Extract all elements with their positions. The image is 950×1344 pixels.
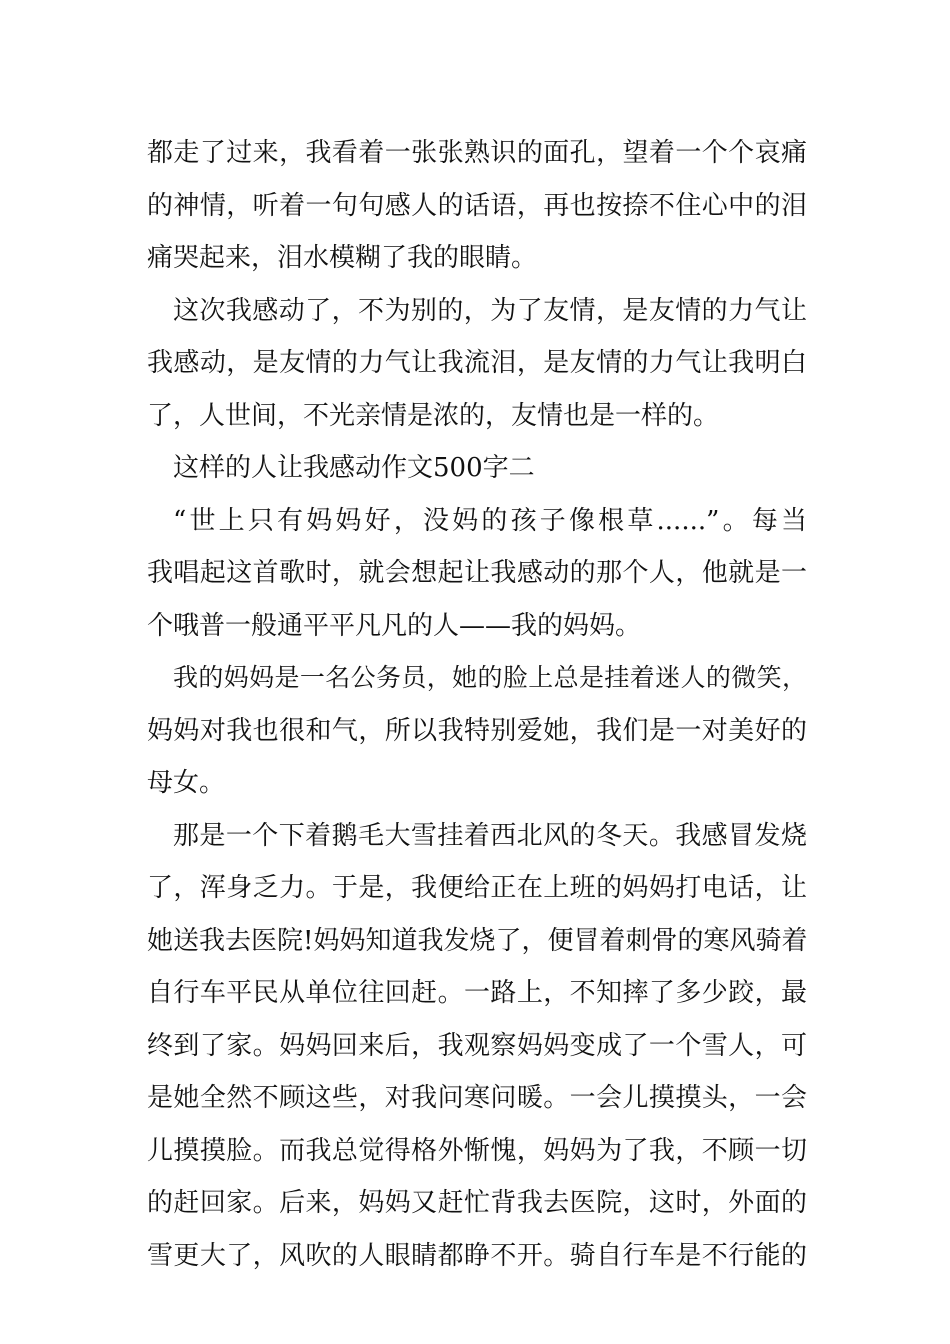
document-body — [147, 127, 807, 1282]
text-line: 是她全然不顾这些，对我问寒问暖。一会儿摸摸头，一会 — [147, 1083, 807, 1113]
text-line: 终到了家。妈妈回来后，我观察妈妈变成了一个雪人，可 — [147, 1030, 807, 1061]
text-line: “世上只有妈妈好，没妈的孩子像根草......”。每当 — [173, 505, 807, 536]
text-line: 妈妈对我也很和气，所以我特别爱她，我们是一对美好的 — [147, 715, 807, 746]
text-line: 自行车平民从单位往回赶。一路上，不知摔了多少跤，最 — [147, 978, 807, 1008]
text-line: 了，浑身乏力。于是，我便给正在上班的妈妈打电话，让 — [147, 873, 807, 903]
text-line: 我唱起这首歌时，就会想起让我感动的那个人，他就是一 — [147, 558, 807, 588]
text-line: 那是一个下着鹅毛大雪挂着西北风的冬天。我感冒发烧 — [173, 820, 807, 851]
text-line: 她送我去医院!妈妈知道我发烧了，便冒着刺骨的寒风骑着 — [147, 925, 808, 956]
text-line: 都走了过来，我看着一张张熟识的面孔，望着一个个哀痛 — [147, 138, 807, 168]
text-line: 这次我感动了，不为别的，为了友情，是友情的力气让 — [173, 295, 807, 326]
text-line: 个哦普一般通平平凡凡的人——我的妈妈。 — [147, 610, 642, 641]
text-line: 母女。 — [147, 768, 226, 798]
text-line: 儿摸摸脸。而我总觉得格外惭愧，妈妈为了我，不顾一切 — [147, 1135, 807, 1166]
text-line: 的神情，听着一句句感人的话语，再也按捺不住心中的泪 — [147, 190, 807, 221]
text-line: 痛哭起来，泪水模糊了我的眼睛。 — [147, 243, 538, 273]
text-line: 了，人世间，不光亲情是浓的，友情也是一样的。 — [147, 400, 720, 431]
text-line: 我感动，是友情的力气让我流泪，是友情的力气让我明白 — [147, 348, 807, 378]
text-line: 的赶回家。后来，妈妈又赶忙背我去医院，这时，外面的 — [147, 1188, 807, 1218]
text-line: 我的妈妈是一名公务员，她的脸上总是挂着迷人的微笑， — [173, 663, 807, 692]
section-heading: 这样的人让我感动作文500字二 — [173, 453, 535, 483]
text-line: 雪更大了，风吹的人眼睛都睁不开。骑自行车是不行能的 — [147, 1240, 807, 1271]
